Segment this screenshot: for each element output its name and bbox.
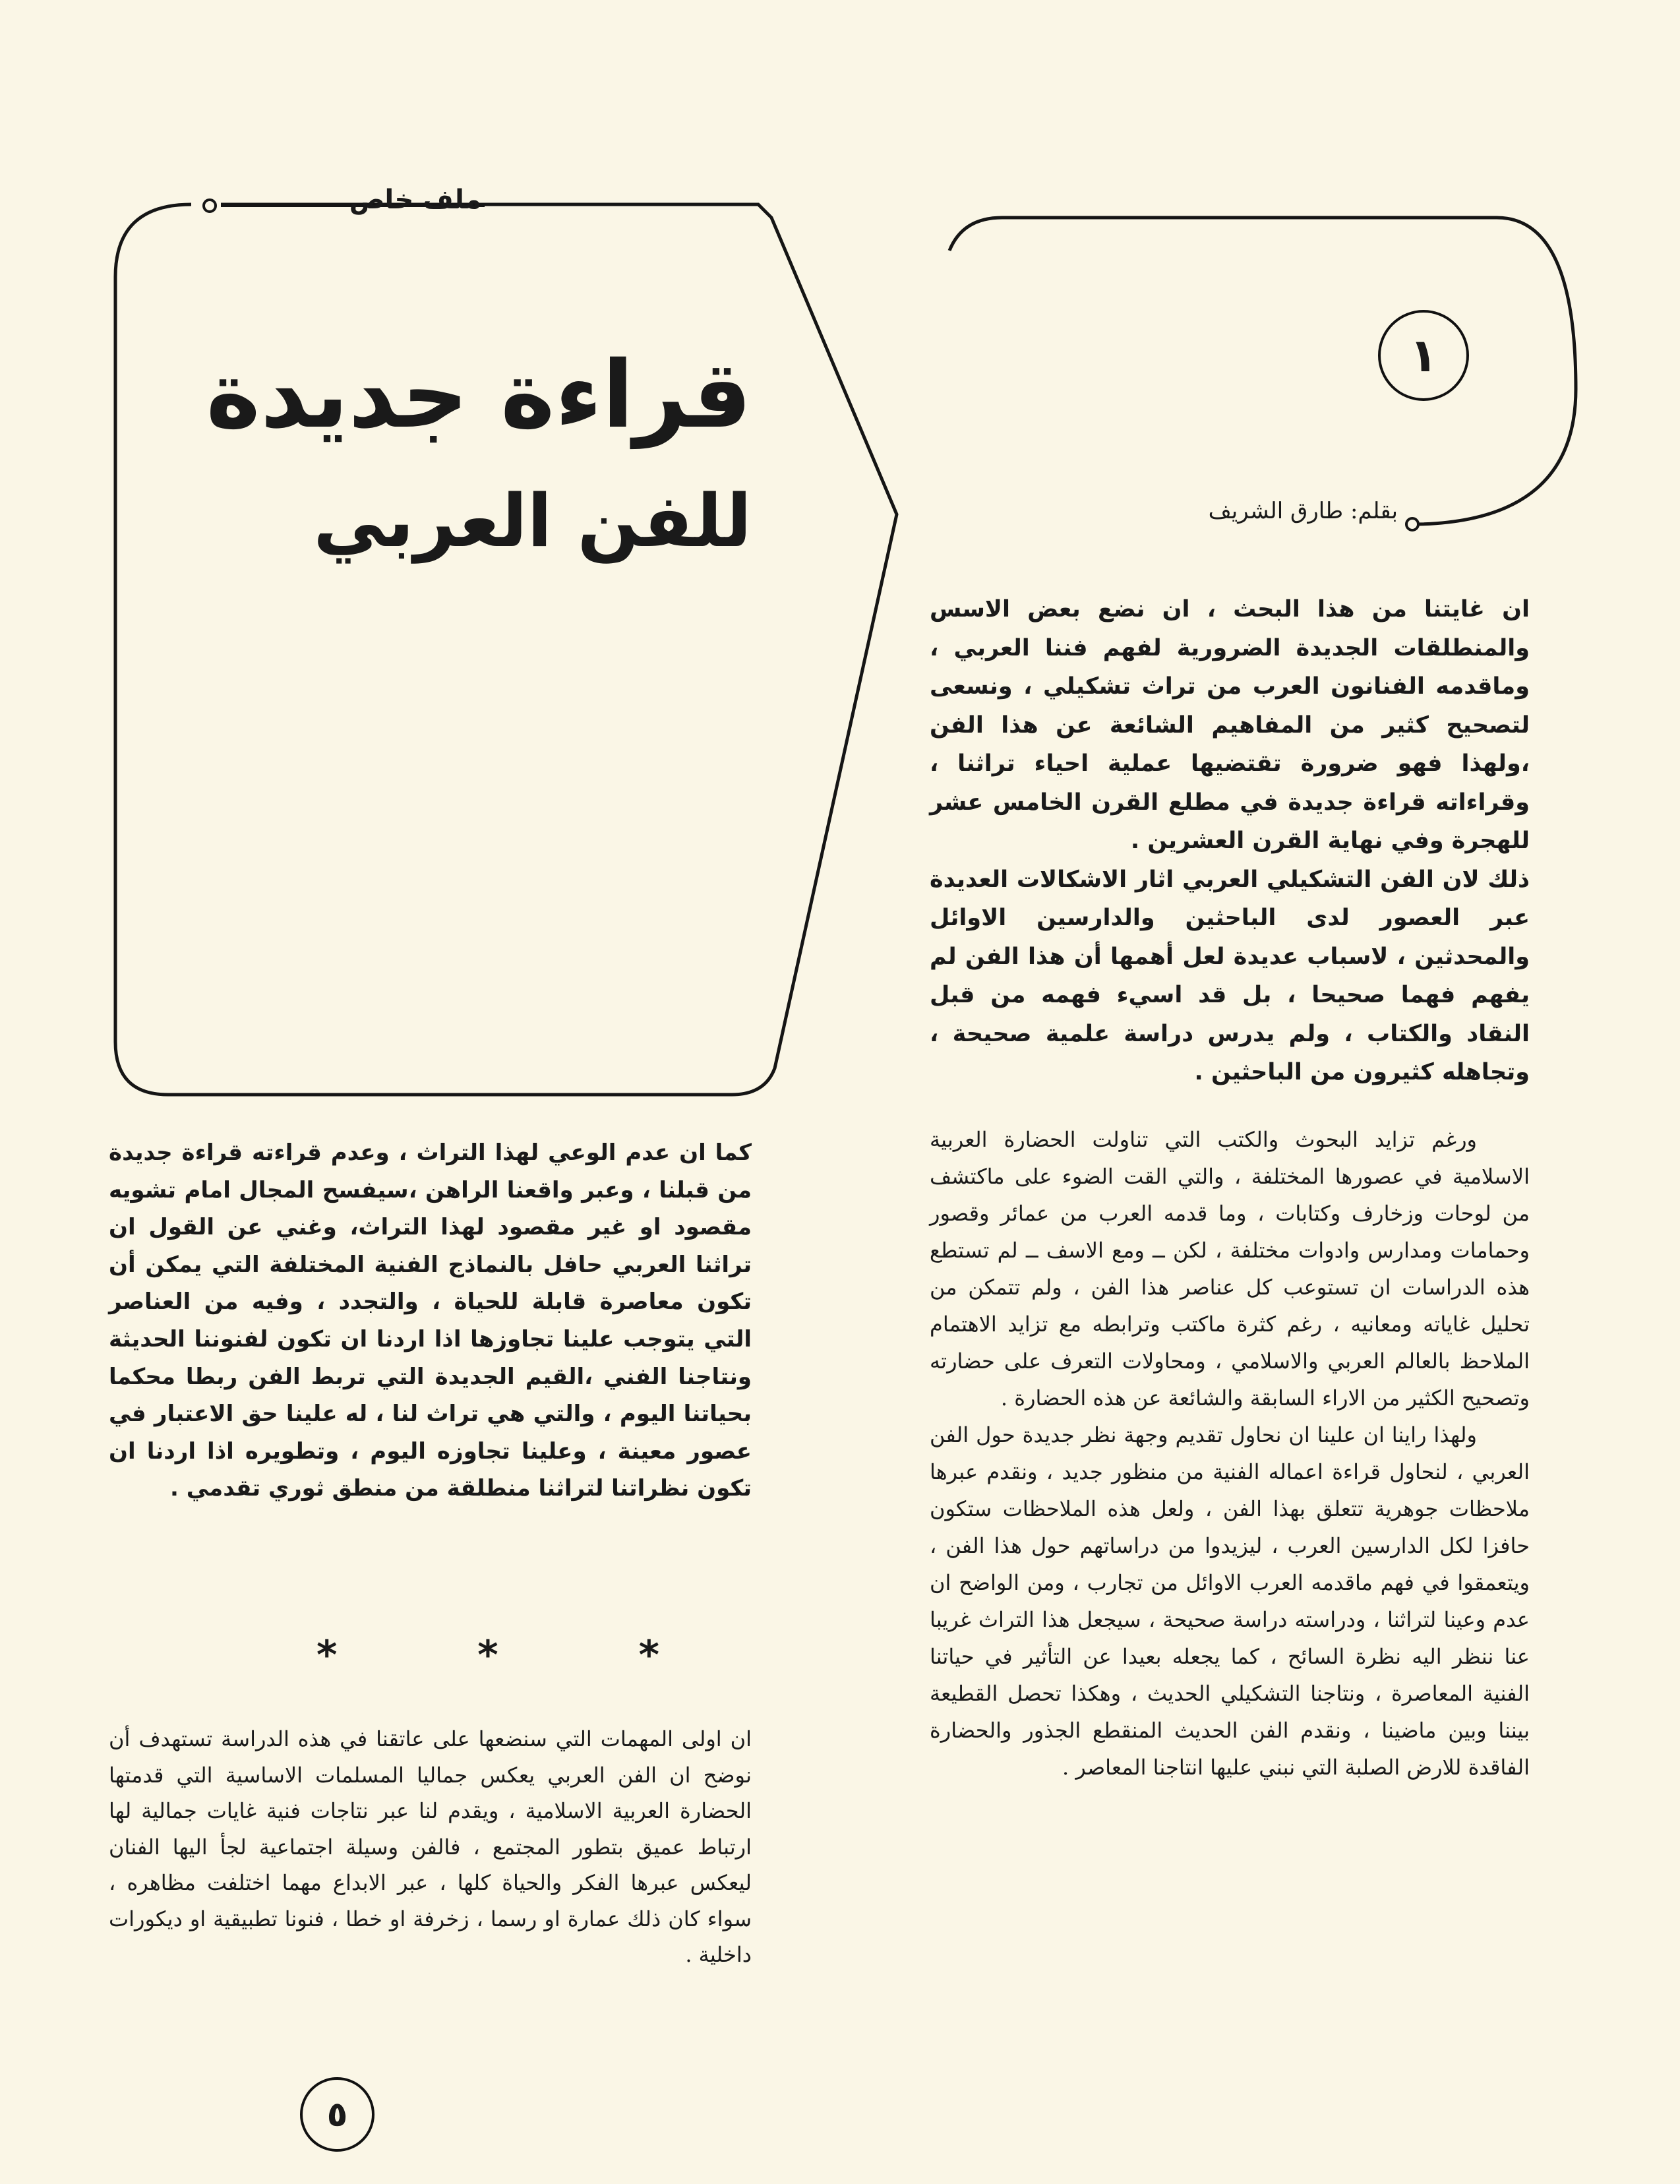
article-title-line-2: للفن العربي [313, 479, 752, 563]
left-column-body-text: ان اولى المهمات التي سنضعها على عاتقنا في هذه الدراسة تستهدف أن نوضح ان الفن العربي يعكس جماليا المسلمات الاساسية التي قدمتها الحضارة العربية الاسلامية ، ويقدم لنا عبر نتاجات فنية غايات جمالية لها ارتباط عميق بتطور المجتمع ، فالفن وسيلة اجتماعية لجأ اليها الفنان ليعكس عبرها الفكر والحياة كلها ، عبر الابداع مهما اختلفت مظاهره ، سواء كان ذلك عمارة او رسما ، زخرفة او خطا ، فنونا تطبيقية او ديكورات داخلية . [109, 1726, 752, 1967]
paragraph: ان غايتنا من هذا البحث ، ان نضع بعض الاسس والمنطلقات الجديدة الضرورية لفهم فننا العربي ، وماقدمه الفنانون العرب من تراث تشكيلي ، ونسعى لتصحيح كثير من المفاهيم الشائعة عن هذا الفن ،ولهذا فهو ضرورة تقتضيها عملية احياء تراثنا ، وقراءاته قراءة جديدة في مطلع القرن الخامس عشر للهجرة وفي نهاية القرن العشرين . [930, 596, 1530, 854]
separator-star: * [477, 1632, 498, 1678]
separator-star: * [316, 1632, 338, 1678]
right-column-body-text [930, 1121, 1530, 1786]
section-separator [316, 1632, 659, 1678]
byline: بقلم: طارق الشريف [1208, 498, 1398, 524]
byline-ornament [1406, 518, 1418, 530]
paragraph: ذلك لان الفن التشكيلي العربي اثار الاشكالات العديدة عبر العصور لدى الباحثين والدارسين الاوائل والمحدثين ، لاسباب عديدة لعل أهمها أن هذا الفن لم يفهم فهما صحيحا ، بل قد اسيء فهمه من قبل النقاد والكتاب ، ولم يدرس دراسة علمية صحيحة ، وتجاهله كثيرون من الباحثين . [930, 866, 1530, 1085]
section-label: ملف خاص [349, 185, 481, 215]
title-box-outline [115, 204, 897, 1095]
page-number: ٥ [326, 2094, 348, 2135]
paragraph: ولهذا راينا ان علينا ان نحاول تقديم وجهة نظر جديدة حول الفن العربي ، لنحاول قراءة اعماله الفنية من منظور جديد ، ونقدم عبرها ملاحظات جوهرية تتعلق بهذا الفن ، ولعل هذه الملاحظات ستكون حافزا لكل الدارسين العرب ، ليزيدوا من دراساتهم حول هذا الفن ، ويتعمقوا في فهم ماقدمه العرب الاوائل من تجارب ، ومن الواضح ان عدم وعينا لتراثنا ، ودراسته دراسة صحيحة ، سيجعل هذا التراث غريبا عنا ننظر اليه نظرة السائح ، كما يجعله بعيدا عن التأثير في حياتنا الفنية المعاصرة ، ونتاجنا التشكيلي الحديث ، وهكذا تحصل القطيعة بيننا وبين ماضينا ، ونقدم الفن الحديث المنقطع الجذور والحضارة الفاقدة للارض الصلبة التي نبني عليها انتاجنا المعاصر . [930, 1422, 1530, 1780]
kicker-ornament [204, 200, 216, 212]
number-box-outline [949, 218, 1576, 524]
page-number-badge [300, 2077, 375, 2152]
article-number-badge [1378, 310, 1469, 401]
article-number: ١ [1409, 328, 1438, 382]
left-column-bold-text: كما ان عدم الوعي لهذا التراث ، وعدم قراءته قراءة جديدة من قبلنا ، وعبر واقعنا الراهن ،سيفسح المجال امام تشويه مقصود او غير مقصود لهذا التراث، وغني عن القول ان تراثنا العربي حافل بالنماذج الفنية المختلفة التي يمكن أن تكون معاصرة قابلة للحياة ، والتجدد ، وفيه من العناصر التي يتوجب علينا تجاوزها اذا اردنا ان تكون لفنوننا الحديثة ونتاجنا الفني ،القيم الجديدة التي تربط الفن ربطا محكما بحياتنا اليوم ، والتي هي تراث لنا ، له علينا حق الاعتبار في عصور معينة ، وعلينا تجاوزه اليوم ، وتطويره اذا اردنا ان تكون نظراتنا لتراثنا منطلقة من منطق ثوري تقدمي . [109, 1139, 752, 1502]
right-column-bold-text [930, 590, 1530, 1092]
separator-star: * [638, 1632, 659, 1678]
article-title-line-1: قراءة جديدة [206, 342, 752, 449]
paragraph: ورغم تزايد البحوث والكتب التي تناولت الحضارة العربية الاسلامية في عصورها المختلفة ، والتي القت الضوء على ماكتشف من لوحات وزخارف وكتابات ، وما قدمه العرب من عمائر وقصور وحمامات ومدارس وادوات مختلفة ، لكن ــ ومع الاسف ــ لم تستطع هذه الدراسات ان تستوعب كل عناصر هذا الفن ، ولم تتمكن من تحليل غاياته ومعانيه ، رغم كثرة ماكتب وترابطه مع تزايد الاهتمام الملاحظ بالعالم العربي والاسلامي ، ومحاولات التعرف على حضارته وتصحيح الكثير من الاراء السابقة والشائعة عن هذه الحضارة . [930, 1127, 1530, 1410]
